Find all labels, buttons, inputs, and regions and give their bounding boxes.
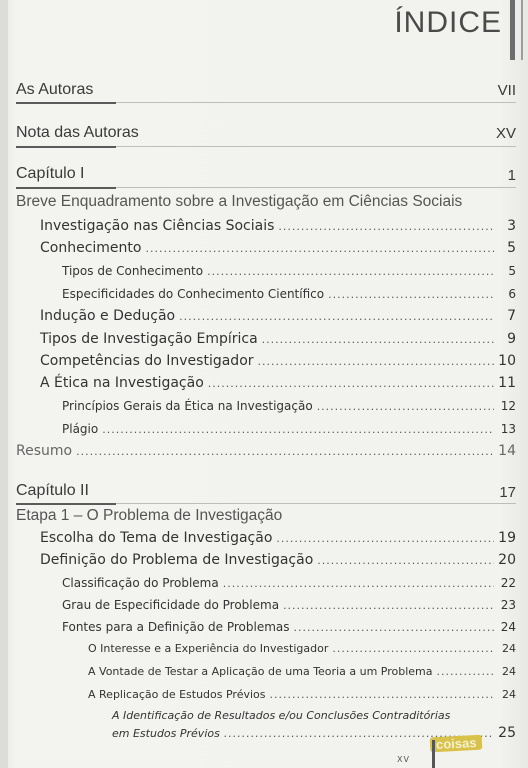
toc-entry-page: 23 [500, 598, 516, 612]
toc-entry-page: 24 [500, 620, 516, 634]
toc-entry-page: 19 [498, 530, 516, 546]
dot-leader [317, 554, 494, 567]
toc-entry[interactable] [40, 375, 516, 391]
toc-entry-title: Indução e Dedução [40, 308, 176, 324]
toc-entry-title: Princípios Gerais da Ética na Investigação [62, 399, 313, 413]
dot-leader [207, 265, 494, 278]
dot-leader [276, 532, 494, 545]
toc-entry-page: 11 [498, 375, 516, 391]
toc-entry-title-line1: A Identificação de Resultados e/ou Conclusões Contraditórias [112, 709, 451, 722]
dot-leader [102, 423, 494, 436]
footer-page-number: XV [397, 755, 410, 764]
dot-leader [145, 242, 494, 255]
toc-entry-page: 14 [498, 443, 516, 459]
dot-leader [278, 220, 494, 233]
section-divider [16, 146, 116, 148]
toc-entry[interactable] [40, 308, 516, 324]
toc-entry[interactable] [40, 353, 516, 369]
toc-entry[interactable] [62, 399, 516, 413]
chapter-2-page: 17 [499, 484, 516, 501]
chapter-1-subtitle: Breve Enquadramento sobre a Investigação em Ciências Sociais [16, 193, 463, 210]
toc-entry-title: Plágio [62, 422, 99, 436]
section-divider [116, 187, 516, 188]
toc-entry-title: O Interesse e a Experiência do Investigador [88, 642, 329, 655]
toc-entry[interactable] [88, 688, 516, 701]
toc-entry-page: 24 [502, 688, 516, 701]
toc-entry[interactable] [62, 576, 516, 590]
toc-entry-title: Resumo [16, 443, 73, 459]
section-as-autoras-page: VII [497, 82, 516, 99]
section-nota-page: XV [495, 125, 516, 142]
toc-entry-title: Tipos de Investigação Empírica [40, 331, 258, 347]
toc-entry[interactable] [62, 620, 516, 634]
toc-entry[interactable] [40, 331, 516, 347]
page-gutter [0, 0, 8, 768]
toc-entry-page: 24 [502, 665, 516, 678]
toc-entry-title: Escolha do Tema de Investigação [40, 530, 273, 546]
watermark-stamp: coisas [430, 735, 483, 753]
toc-entry[interactable] [40, 530, 516, 546]
toc-entry[interactable] [62, 598, 516, 612]
toc-entry-page: 22 [500, 576, 516, 590]
dot-leader [437, 665, 495, 678]
toc-entry-title: A Vontade de Testar a Aplicação de uma Teoria a um Problema [88, 665, 433, 678]
chapter-1-label: Capítulo I [16, 165, 85, 182]
section-nota-label: Nota das Autoras [16, 124, 139, 141]
toc-entry[interactable] [62, 264, 516, 278]
toc-entry-title: Especificidades do Conhecimento Científico [62, 287, 325, 301]
toc-entry-page: 24 [502, 642, 516, 655]
dot-leader [76, 445, 494, 458]
toc-entry[interactable] [62, 422, 516, 436]
toc-entry-title: Competências do Investigador [40, 353, 254, 369]
toc-entry[interactable] [40, 218, 516, 234]
toc-entry[interactable] [88, 665, 516, 678]
toc-entry-page: 10 [498, 353, 516, 369]
toc-entry-title: A Replicação de Estudos Prévios [88, 688, 266, 701]
toc-entry-title: A Ética na Investigação [40, 375, 204, 391]
section-divider [16, 187, 116, 189]
dot-leader [283, 599, 494, 612]
toc-entry[interactable] [40, 552, 516, 568]
toc-entry-page: 5 [507, 240, 516, 256]
toc-entry-page: 9 [507, 331, 516, 347]
toc-entry-title: Investigação nas Ciências Sociais [40, 218, 275, 234]
dot-leader [332, 642, 494, 655]
toc-entry-title: Tipos de Conhecimento [62, 264, 204, 278]
section-divider [116, 503, 516, 504]
dot-leader [262, 333, 494, 346]
toc-entry-title: Conhecimento [40, 240, 142, 256]
dot-leader [258, 355, 494, 368]
chapter-1-page: 1 [507, 167, 516, 184]
toc-entry[interactable] [62, 287, 516, 301]
toc-entry-title: Definição do Problema de Investigação [40, 552, 314, 568]
dot-leader [223, 577, 494, 590]
title-rule-thin [521, 0, 523, 60]
toc-entry-page: 7 [507, 308, 516, 324]
toc-entry[interactable] [16, 443, 516, 459]
section-divider [16, 503, 116, 505]
chapter-2-label: Capítulo II [16, 482, 89, 499]
toc-entry-title: Grau de Especificidade do Problema [62, 598, 280, 612]
footer-rule [432, 740, 435, 768]
section-divider [116, 102, 516, 103]
section-as-autoras-label: As Autoras [16, 81, 94, 98]
toc-entry[interactable] [40, 240, 516, 256]
dot-leader [179, 310, 494, 323]
dot-leader [328, 288, 494, 301]
toc-entry-title: Fontes para a Definição de Problemas [62, 620, 290, 634]
section-divider [16, 102, 116, 104]
title-rule [510, 0, 515, 60]
dot-leader [317, 400, 494, 413]
toc-entry-page: 6 [508, 287, 516, 301]
toc-entry[interactable] [88, 642, 516, 655]
toc-entry-page: 25 [498, 725, 516, 741]
toc-entry-title: em Estudos Prévios [112, 727, 220, 740]
toc-entry-page: 20 [498, 552, 516, 568]
dot-leader [270, 688, 494, 701]
section-divider [116, 146, 516, 147]
chapter-2-subtitle: Etapa 1 – O Problema de Investigação [16, 507, 283, 524]
dot-leader [208, 377, 494, 390]
page-title: ÍNDICE [394, 6, 502, 39]
toc-entry-page: 12 [500, 399, 516, 413]
dot-leader [294, 621, 494, 634]
toc-entry-page: 5 [508, 264, 516, 278]
toc-entry-page: 13 [500, 422, 516, 436]
toc-entry-title: Classificação do Problema [62, 576, 219, 590]
toc-entry-page: 3 [507, 218, 516, 234]
